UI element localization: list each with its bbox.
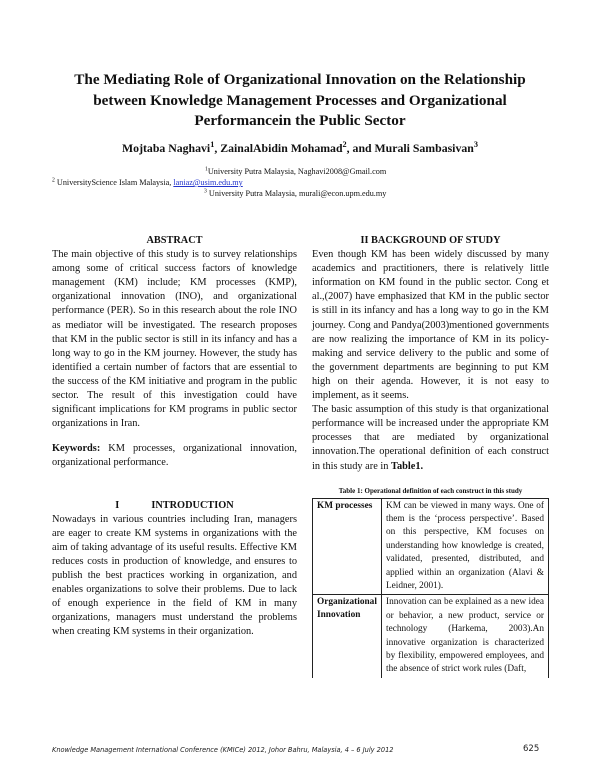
author-list — [50, 141, 550, 156]
author-separator: , and — [346, 141, 375, 155]
introduction-text: Nowadays in various countries including Iran, managers are eager to create KM systems in organizations with the aim of taking advantage of its useful results. Effective KM reduces costs in production of knowledge, and ensures to publish the best practices working in organization, and enables organizations to solve their problems. Due to lack of enough experience in the field of KM in many organizations, managers must understand the problems when creating KM systems in their organization. — [52, 513, 297, 638]
affiliation-text: University Putra Malaysia, Naghavi2008@Gmail.com — [207, 167, 387, 176]
table-definition-cell: KM can be viewed in many ways. One of them is the ‘process perspective’. Based on this perspective, KM focuses on understanding how knowledge is created, validated, presented, distributed, and applied within an organization (Alavi & Leidner, 2001). — [382, 498, 549, 595]
abstract-text: The main objective of this study is to survey relationships among some of critical success factors of knowledge management (KM) include; KM processes (KMP), organizational innovation (INO), and organizational performance (PER). So in this research about the role INO as mediator will be investigated. The research proposes that KM in the public sector is still in its infancy and has a long way to go in the KM journey. However, the study has identified a certain number of factors that are essential to the success of the KM initiative and program in the public sector. The result of this investigation could have significant implications for KM programs in public sector organizations in Iran. — [52, 249, 297, 430]
author-sup: 3 — [473, 140, 478, 150]
affiliation-sup: 3 — [204, 188, 207, 195]
definitions-table — [312, 498, 549, 678]
affiliation-1 — [205, 167, 386, 177]
affiliation-email-link[interactable]: laniaz@usim.edu.my — [173, 178, 243, 187]
affiliation-sup: 1 — [205, 166, 208, 173]
author-name: ZainalAbidin Mohamad — [220, 141, 343, 155]
affiliation-text: UniversityScience Islam Malaysia, — [54, 178, 174, 187]
table-term-cell: KM processes — [313, 498, 382, 595]
left-column — [52, 234, 297, 639]
affiliation-text: University Putra Malaysia, murali@econ.upm.edu.my — [206, 189, 387, 198]
section-number: I — [115, 499, 120, 511]
table-caption: Table 1: Operational definition of each construct in this study — [338, 486, 523, 495]
table-row — [313, 498, 549, 595]
background-paragraph-1: Even though KM has been widely discussed by many academics and practitioners, there is relatively little information on KM found in the public sector. Cong et al.,(2007) have emphasized that KM in the public sector is still in its infancy and has a long way to go in the KM journey. Cong and Pandya(2003)mentioned governments are now realizing the importance of KM in its policy-making and service delivery to the public and some of the government departments are beginning to put KM high on their agenda. However, it is not easy to implement, as it seems. — [312, 249, 549, 402]
keywords — [52, 442, 297, 470]
table-reference: Table1. — [391, 460, 424, 472]
background-heading: II BACKGROUND OF STUDY — [360, 235, 501, 246]
page-footer: Knowledge Management International Conference (KMICe) 2012, Johor Bahru, Malaysia, 4 – 6 July 2012 — [52, 746, 394, 754]
affiliation-2 — [52, 178, 243, 188]
table-row — [313, 595, 549, 678]
abstract-heading: ABSTRACT — [146, 235, 203, 246]
keywords-text: KM processes, organizational innovation, organizational performance. — [52, 443, 297, 469]
right-column — [312, 234, 549, 678]
affiliation-3 — [204, 189, 386, 199]
page-number: 625 — [523, 744, 540, 754]
paper-title: The Mediating Role of Organizational Innovation on the Relationship between Knowledge Management Processes and Organizational Performancein the Public Sector — [74, 71, 526, 129]
author-name: Mojtaba Naghavi — [122, 141, 211, 155]
author-sup: 2 — [342, 140, 347, 150]
background-paragraph-2 — [312, 403, 549, 473]
keywords-label: Keywords: — [52, 443, 101, 455]
author-sup: 1 — [210, 140, 215, 150]
section-title: INTRODUCTION — [151, 499, 234, 511]
affiliation-sup: 2 — [52, 177, 55, 184]
author-name: Murali Sambasivan — [374, 141, 474, 155]
introduction-heading — [52, 499, 297, 513]
background-paragraph-2-text: The basic assumption of this study is that organizational performance will be increased under the appropriate KM processes that are mediated by organizational innovation.The operational definition of each construct in this study are in — [312, 404, 549, 472]
table-term-cell: Organizational Innovation — [313, 595, 382, 678]
author-separator: , — [214, 141, 221, 155]
table-definition-cell: Innovation can be explained as a new idea or behavior, a new product, service or technology (Harkema, 2003).An innovative organization is characterized by flexibility, empowered employees, and the absence of strict work rules (Daft, — [382, 595, 549, 678]
